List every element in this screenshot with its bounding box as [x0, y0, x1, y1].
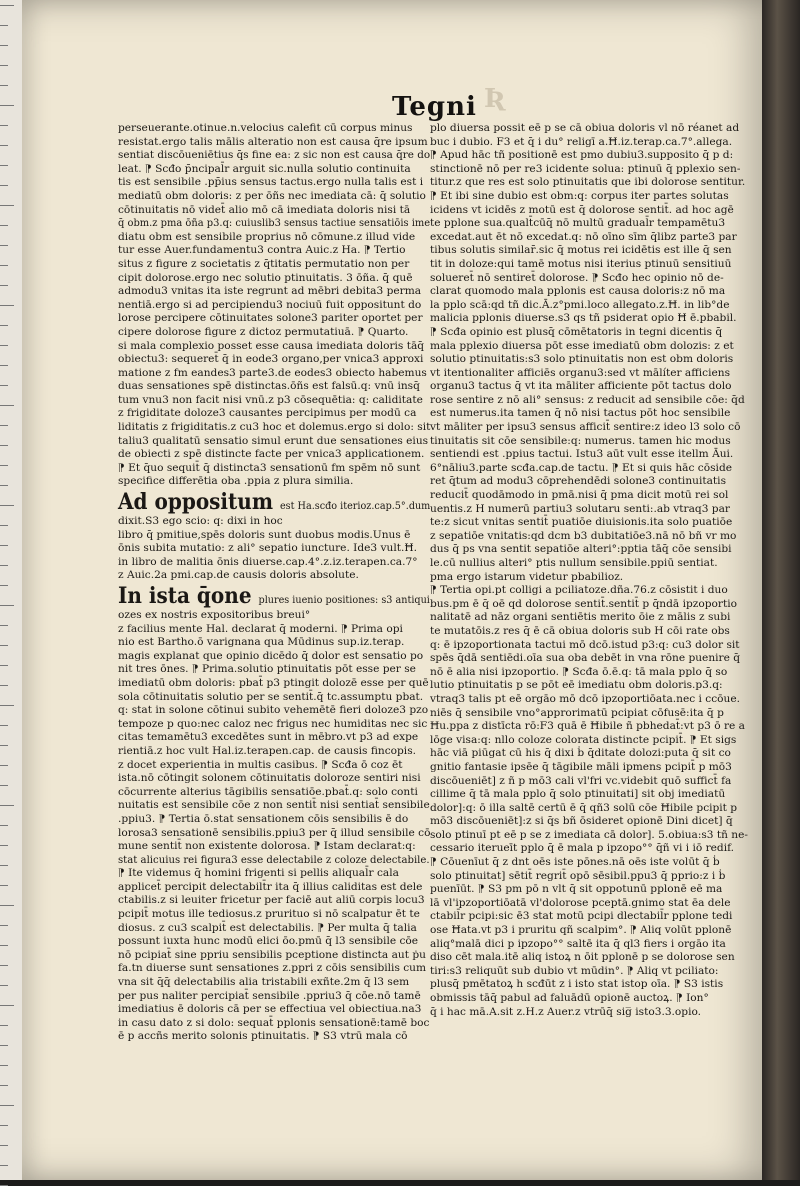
- text-line: solo ptinuī pt eē p se z imediata cā dolor]. 5.obiua:s3 tñ ne-: [430, 828, 748, 841]
- text-line: titur.z que res est solo ptinuitatis que ibi dolorose sentitur.: [430, 176, 746, 189]
- text-line: plures iuenio positiones: s3 antiqui: [258, 594, 430, 606]
- text-line: liditatis z frigiditatis.z cu3 hoc et dolemus.ergo si dolo: sit: [118, 421, 431, 434]
- text-line: puenīūt. ⁋ S3 pm pō n vlt q̄ sit oppotunū pplonē eē ma: [430, 883, 723, 896]
- text-line: diosus. z cu3 scalpit̄ est delectabilis. ⁋ Per multa q̄ talia: [118, 921, 417, 934]
- text-line: ista.nō cōtingit solonem cōtinuitatis doloroze sentiri nisi: [118, 772, 421, 785]
- text-line: aliq°malā dici p ipzopo°° saltē ita q̄ ql3 fiers i orgāo ita: [430, 937, 726, 950]
- text-line: tibus solutis similar̄.sic q̄ motus rei icidētis est ille q̄ sen: [430, 244, 732, 257]
- text-line: libro q̄ pmitiue,spēs doloris sunt duobus modis.Unus ē: [118, 528, 411, 541]
- text-line: de obiecti z spē distincte facte per vnica3 applicationem.: [118, 448, 425, 461]
- text-line: mala pplexio diuersa pōt esse imediatū obm dolozis: z et: [430, 339, 734, 352]
- text-line: nit tres ōnes. ⁋ Prima.solutio ptinuitatis pōt esse per se: [118, 663, 416, 676]
- text-line: mediatū obm doloris: z per ōñs nec imediata cā: q̄ solutio: [118, 189, 426, 202]
- text-line: nentiā.ergo si ad percipiendu3 nociuū fuit oppositunt do: [118, 298, 422, 311]
- text-line: reducit̄ quodāmodo in pmā.nisi q̄ pma dicit motū rei sol: [430, 489, 729, 502]
- text-line: ⁋ Apud hāc tñ positionē est pmo dubiu3.supposito q̄ p d:: [430, 149, 734, 162]
- text-line: est Ha.scđo iterioz.cap.5°.dum: [279, 500, 431, 513]
- text-line: diatu obm est sensibile proprius nō cōmune.z illud vide: [118, 230, 416, 243]
- text-line: admodu3 vnitas ita iste regrunt ad mēbri debita3 perma: [118, 285, 422, 298]
- text-line: cipit dolorose.ergo nec solutio ptinuitatis. 3 ōña. q̄ quē: [118, 271, 413, 284]
- text-line: nio est Bartho.ō varignana qua Mūdinus sup.iz.terap.: [118, 636, 405, 649]
- scan-ruler: [0, 0, 22, 1180]
- text-line: nō ē alia nisi ipzoportio. ⁋ Scđa ō.ē.q: tā mala pplo q̄ so: [430, 665, 728, 678]
- text-line: cillime q̄ tā mala pplo q̄ solo ptinuitati] sit obj imediatū: [430, 788, 726, 801]
- text-line: z facilius mente Hal. declarat q̄ moderni. ⁋ Prima opi: [118, 622, 403, 635]
- text-line: specifice differētia oba .ppia z plura similia.: [118, 475, 354, 488]
- text-line: fa.tn diuerse sunt sensationes z.ppri z cōis sensibilis cum: [118, 962, 427, 975]
- text-line: tiri:s3 reliquūt sub dubio vt mūdin°. ⁋ Aliq vt pciliato:: [430, 964, 719, 977]
- section-heading: In ista q̄one: [118, 583, 259, 609]
- text-line: perseuerante.otinue.n.velocius calefit cū corpus minus: [118, 122, 413, 134]
- text-line: lutio ptinuitatis p se pōt eē imediatu obm doloris.p3.q:: [430, 679, 723, 692]
- text-line: ⁋ Ite videmus q̄ homini frigenti si pellis aliqual̄r cala: [118, 867, 399, 880]
- text-line: obmissis tāq̄ pabul ad faluādū opionē auctoꝝ. ⁋ Ion°: [430, 992, 709, 1004]
- text-line: te:z sicut vnitas sentit̄ puatiōe diuisionis.ita solo puatiōe: [430, 516, 733, 529]
- text-line: magis explanat que opinio dicēdo q̄ dolor est sensatio po: [118, 649, 424, 662]
- text-line: ē p accñs merito solonis ptinuitatis. ⁋ S3 vtrū mala cō: [118, 1030, 408, 1043]
- text-line: est numerus.ita tamen q̄ nō nisi tactus pōt hoc sensibile: [430, 407, 731, 420]
- text-line: la pplo scā:qd tñ dic.Ā.z°pmi.loco allegato.z.Ħ. in lib°de: [430, 298, 730, 311]
- text-line: solo ptinuitat] sētit̄ regrit̄ opō sēsibil.ppu3 q̄ pprio:z i ḃ: [430, 869, 726, 882]
- text-line: uentis.z H numerū partiu3 solutaru senti:.ab vtraq3 par: [430, 502, 730, 515]
- text-line: stinctionē nō per re3 icidente solua: ptinuū q̄ pplexio sen-: [430, 162, 741, 175]
- text-line: q: ē ipzoportionata tactui mō dcō.istud p3:q: cu3 dolor sit: [430, 638, 740, 651]
- text-line: bus.pm ē q̄ oē qd dolorose sentit̄.sentit̄ p q̄ndā ipzoportio: [430, 597, 737, 610]
- text-line: lorosa3 sensationē sensibilis.ppiu3 per q̄ illud sensibile cō: [118, 826, 431, 839]
- text-line: cipere dolorose figure z dictoz permutatiuā. ⁋ Quarto.: [118, 325, 409, 338]
- text-line: dixit.S3 ego scio: q: dixi in hoc: [118, 515, 283, 528]
- text-line: ⁋ Tertia opi.pt colligi a pciliatoze.dña.76.z cōsistit i duo: [430, 584, 728, 597]
- text-line: lorose percipere cōtinuitates solone3 pariter oportet per: [118, 312, 423, 325]
- text-line: icidens vt icidēs z motū est q̄ dolorose sentit̄. ad hoc agē: [430, 203, 734, 216]
- text-line: solutio ptinuitatis:s3 solo ptinuitatis non est obm doloris: [430, 353, 734, 366]
- text-line: q̄ i hac mā.A.sit z.H.z Auer.z vtrūq̄ sig̅ isto3.3.opio.: [430, 1005, 702, 1018]
- text-line: ctabil̄r pcipi:sic ē3 stat motū pcipi dlectabil̄r pplone tedi: [430, 910, 733, 923]
- text-line: nalitatē ad nāz organi sentiētis merito ōie z mālis z subi: [430, 611, 731, 624]
- text-line: lā vl'ipzoportiōatā vl'dolorose pceptā.gnimo stat ēa dele: [430, 896, 731, 909]
- text-line: possunt iuxta hunc modū elici ōo.pmū q̄ l3 sensibile cōe: [118, 935, 419, 948]
- text-line: vtraq3 talis pt eē orgāo mō dcō ipzoportiōata.nec i ccōue.: [430, 692, 740, 705]
- text-line: tinuitatis sit cōe sensibile:q: numerus. tamen hic modus: [430, 434, 731, 447]
- text-line: discōueniēt] z ñ p mō3 cali vl'fri vc.videbit quō suffict̄ fa: [430, 774, 732, 787]
- bleed-through-text: Ʀ: [484, 84, 506, 114]
- text-line: applicet̄ percipit delectabilt̄r ita q̄ illius caliditas est dele: [118, 880, 423, 893]
- text-line: buc i dubio. F3 et q̄ i du° religī a.Ħ.iz.terap.ca.7°.allega.: [430, 135, 733, 148]
- text-line: ⁋ Cōuenīut q̄ z dnt oēs iste pōnes.nā oēs iste volūt q̄ ḃ: [430, 856, 720, 869]
- text-line: rientiā.z hoc vult Hal.iz.terapen.cap. de causis fincopis.: [118, 744, 416, 757]
- text-line: sentiat discōueniētius q̄s fine ea: z sic non est causa q̄re do: [118, 149, 431, 162]
- text-line: in libro de malitia ōnis diuerse.cap.4°.z.iz.terapen.ca.7°: [118, 555, 418, 568]
- text-line: le.cū nullius alteri° ptis nullum sensibile.ppiū sentiat.: [430, 557, 718, 569]
- text-line: organu3 tactus q̄ vt ita māliter afficiente pōt tactus dolo: [430, 380, 732, 393]
- text-line: mō3 discōueniēt]:z si q̄s bñ ōsideret opionē Dini dicet] q̄: [430, 815, 733, 828]
- text-line: ctabilis.z si leuiter fricetur per faciē aut aliū corpis locu3: [118, 894, 425, 907]
- text-line: cessario iterueīt pplo q̄ ē mala p ipzopo°° q̄ñ vi i iō redif.: [430, 842, 735, 855]
- text-line: z sepatiōe vnitatis:qd dcm b3 dubitatiōe3.nā nō bñ vr mo: [430, 529, 737, 542]
- text-line: matione z fm eandes3 parte3.de eodes3 obiecto habemus: [118, 366, 427, 379]
- text-line: clarat quomodo mala pplonis est causa doloris:z nō ma: [430, 285, 726, 298]
- right-column: [430, 122, 748, 1019]
- text-line: 6°nāliu3.parte scđa.cap.de tactu. ⁋ Et si quis hāc cōside: [430, 461, 732, 474]
- text-line: taliu3 qualitatū sensatio simul erunt due sensationes eius: [118, 434, 429, 447]
- text-line: ōnis subita mutatio: z ali° sepatio iuncture. Ide3 vult.Ħ.: [118, 542, 417, 555]
- text-line: plo diuersa possit eē p se cā obiua doloris vl nō réanet ad: [430, 122, 740, 134]
- text-line: dus q̄ ps vna sentit sepatiōe alteri°:pptia tāq̄ cōe sensibi: [430, 543, 732, 556]
- text-line: ose Ħata.vt p3 i pruritu qñ scalpim°. ⁋ Aliq volūt pplonē: [430, 924, 732, 937]
- text-line: si mala complexio posset esse causa imediata doloris tāq̄: [118, 339, 425, 352]
- text-line: tis est sensibile .pp̄ius sensus tactus.ergo nulla talis est i: [118, 176, 424, 189]
- book-gutter: [762, 0, 800, 1180]
- running-title: Tegni: [392, 92, 477, 122]
- text-line: ⁋ Et q̄uo sequit̄ q̄ distincta3 sensationū fm spēm nō sunt: [118, 461, 421, 474]
- text-line: duas sensationes spē distinctas.ōñs est falsū.q: vnū insq̄: [118, 380, 420, 393]
- section-heading: Ad oppositum: [118, 489, 280, 516]
- text-line: leat. ⁋ Scđo p̄ncipal̄r arguit sic.nulla solutio continuita: [118, 162, 411, 175]
- text-line: vt māliter per ipsu3 sensus afficit̄ sentire:z ideo l3 solo cō: [430, 421, 741, 434]
- text-line: niēs q̄ sensibile vno°approrimatū pcipiat cōfusē:ita q̄ p: [430, 706, 724, 719]
- text-line: plusq̄ pmētatoꝝ h scđūt z i isto stat istop oīa. ⁋ S3 istis: [430, 978, 724, 991]
- section-lead-line: [118, 583, 430, 609]
- text-line: gnitio fantasie ipsēe q̄ tāgibile māli ipmens pcipit̄ p mō3: [430, 760, 732, 773]
- text-line: ret q̄tum ad modu3 cōprehendēdi solone3 continuitatis: [430, 475, 727, 488]
- text-line: in casu dato z si dolo: sequat̄ pplonis sensationē:tamē boc: [118, 1016, 430, 1029]
- text-line: per pus naliter percipiat̄ sensibile .ppriu3 q̄ cōe.nō tamē: [118, 989, 421, 1002]
- text-line: imediatū obm doloris: pbat̄ p3 ptingit dolozē esse per quē: [118, 676, 429, 689]
- text-line: lōge visa:q: nllo coloze colorata distincte pcipit̄. ⁋ Et sigs: [430, 733, 737, 746]
- text-line: q̄ obm.z pma ōña p3.q: cuiuslib3 sensus tactiue sensatiōis ime: [118, 217, 431, 230]
- text-line: pma ergo istarum videtur pbabilioz.: [430, 570, 624, 583]
- text-line: z Auic.2a pmi.cap.de causis doloris absolute.: [118, 569, 359, 582]
- text-line: vna sit q̄q̄ delectabilis alia tristabili exñte.2m q̄ l3 sem: [118, 976, 410, 989]
- text-line: resistat.ergo talis mālis alteratio non est causa q̄re ipsum: [118, 135, 428, 148]
- text-line: tum vnu3 non facit nisi vnū.z p3 cōsequētia: q: caliditate: [118, 393, 423, 406]
- text-line: ⁋ Scđa opinio est plusq̄ cōmētatoris in tegni dicentis q̄: [430, 325, 723, 338]
- text-line: Ħu.ppa z distīcta rō:F3 quā ē Ħibile ñ pbhedat̄:vt p3 ō re a: [430, 720, 745, 733]
- section-lead-line: [118, 489, 431, 516]
- text-line: z docet experientia in multis casibus. ⁋ Scđa ō coz ēt: [118, 758, 403, 771]
- text-line: stat alicuius rei figura3 esse delectabile z coloze delectabile.: [118, 853, 430, 866]
- text-line: tur esse Auer.fundamentu3 contra Auic.z Ha. ⁋ Tertio: [118, 244, 406, 257]
- text-line: nuitatis est sensibile cōe z non sentit̄ nisi sentiat̄ sensibile: [118, 799, 430, 812]
- text-line: spēs q̄dā sentiēdi.oīa sua oba debēt in vna rōne puenire q̄: [430, 652, 741, 665]
- text-line: z frigiditate doloze3 causantes percipimus per modū ca: [118, 407, 417, 420]
- text-line: ⁋ Et ibi sine dubio est obm:q: corpus iter partes solutas: [430, 189, 729, 202]
- text-line: te pplone sua.qualt̄cūq̄ nō multū gradual̄r tempamētu3: [430, 217, 726, 230]
- text-line: q: stat in solone cōtinui subito vehemētē fieri doloze3 pzo: [118, 704, 429, 717]
- text-line: rose sentire z nō ali° sensus: z reducit ad sensibile cōe: q̄d: [430, 393, 745, 406]
- text-line: citas temamētu3 excedētes sunt in mēbro.vt p3 ad expe: [118, 731, 419, 744]
- text-line: diso cēt mala.itē aliq istoꝝ n ōit pplonē p se dolorose sen: [430, 951, 735, 964]
- text-line: solueret̄ nō sentiret̄ dolorose. ⁋ Scđo hec opinio nō de-: [430, 271, 724, 284]
- text-line: nō pcipiat̄ sine ppriu sensibilis pceptione distincta aut ṗu: [118, 948, 426, 961]
- text-line: cōtinuitatis nō videt̄ alio mō cā imediata doloris nisi tā: [118, 203, 411, 216]
- text-line: hāc viā piūgat cū his q̄ dixi ḃ q̄ditate dolozi:puta q̄ sit co: [430, 747, 731, 760]
- text-line: cōcurrente alterius tāgibilis sensatiōe.pbat̄.q: solo conti: [118, 785, 418, 798]
- text-line: tempoze p quo:nec caloz nec frigus nec humiditas nec sic: [118, 717, 428, 730]
- text-line: dolor]:q: ō illa saltē certū ē q̄ qñ3 solū cōe Ħibile pcipit p: [430, 801, 738, 814]
- text-line: te mutatōis.z res q̄ ē cā obiua doloris sub H cōi rate obs: [430, 624, 730, 637]
- text-line: imediatius ē doloris cā per se effectiua vel obiectiua.na3: [118, 1003, 422, 1016]
- text-line: mune sentit̄ non existente dolorosa. ⁋ Istam declarat:q:: [118, 840, 416, 853]
- text-line: sola cōtinuitatis solutio per se sentit̄.q̄ tc.assumptu pbat.: [118, 690, 424, 703]
- text-line: .ppiu3. ⁋ Tertia ō.stat sensationem cōis sensibilis ē do: [118, 812, 409, 825]
- text-line: situs z figure z societatis z q̄titatis permutatio non per: [118, 257, 410, 270]
- text-line: excedat.aut ēt nō excedat.q: nō oīno sīm q̄libz parte3 par: [430, 230, 737, 243]
- text-line: vt itentionaliter afficiēs organu3:sed vt mālíter afficiens: [430, 366, 731, 379]
- text-line: tit in doloze:qui tamē motus nisi iterius ptinuū sensitiuū: [430, 257, 732, 270]
- text-line: ozes ex nostris expositoribus breui°: [118, 609, 311, 621]
- text-line: malicia pplonis diuerse.s3 qs tñ psiderat opio Ħ ē.pbabil.: [430, 312, 737, 325]
- left-column: [118, 122, 430, 1044]
- text-line: pcipit̄ motus ille tediosus.z prurituo si nō scalpatur ēt te: [118, 908, 420, 921]
- text-line: sentiendi est .ppius tactui. Istu3 aūt vult esse itellm Āui.: [430, 448, 734, 461]
- text-line: obiectu3: sequeret̄ q̄ in eode3 organo,per vnica3 approxi: [118, 353, 424, 366]
